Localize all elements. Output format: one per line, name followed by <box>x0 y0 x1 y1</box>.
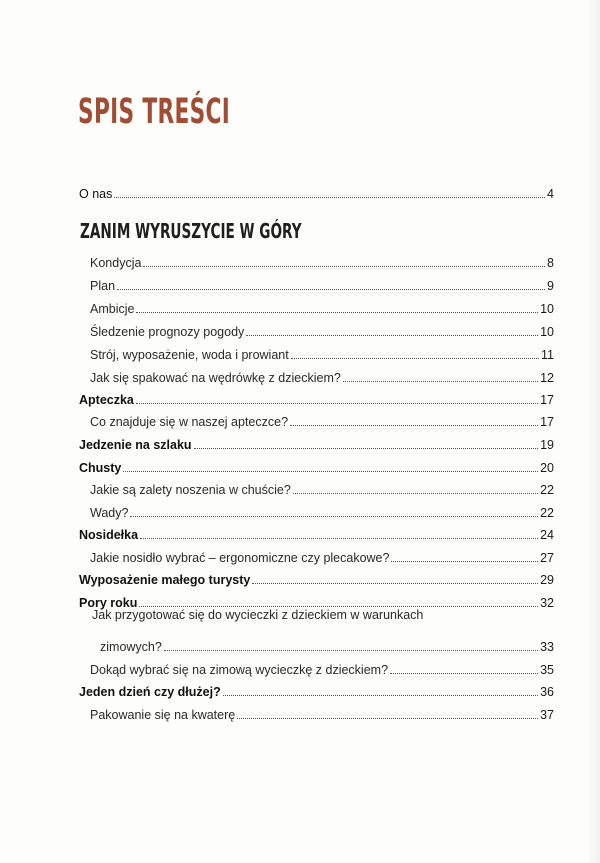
page-title: SPIS TREŚCI <box>78 92 231 132</box>
toc-entry-label: Plan <box>90 279 116 293</box>
toc-entry[interactable] <box>0 656 600 678</box>
toc-entry-label-line1: Jak przygotować się do wycieczki z dzieckiem w warunkach <box>92 608 424 622</box>
toc-entry-page: 32 <box>540 596 554 610</box>
leader-dots <box>343 380 538 382</box>
leader-dots <box>252 582 538 584</box>
section-heading: ZANIM WYRUSZYCIE W GÓRY <box>80 219 302 243</box>
toc-entry-page: 12 <box>540 371 554 385</box>
leader-dots <box>140 537 538 539</box>
toc-entry[interactable] <box>0 476 600 498</box>
toc-entry[interactable] <box>0 364 600 386</box>
toc-entry-page: 37 <box>540 708 554 722</box>
leader-dots <box>293 492 538 494</box>
toc-entry-chapter[interactable] <box>0 566 600 588</box>
toc-entry-page: 17 <box>540 415 554 429</box>
toc-entry-label: Wady? <box>90 506 129 520</box>
toc-entry-label: Śledzenie prognozy pogody <box>90 325 245 339</box>
toc-entry-label: Apteczka <box>79 393 134 407</box>
toc-entry-page: 10 <box>540 325 554 339</box>
leader-dots <box>290 424 538 426</box>
toc-entry-label: Co znajduje się w naszej apteczce? <box>90 415 289 429</box>
toc-entry-label: Ambicje <box>90 302 135 316</box>
leader-dots <box>246 334 538 336</box>
toc-entry-label: Dokąd wybrać się na zimową wycieczkę z dzieckiem? <box>90 663 389 677</box>
toc-entry-label: Strój, wyposażenie, woda i prowiant <box>90 348 289 362</box>
toc-entry-page: 27 <box>540 551 554 565</box>
toc-entry-page: 10 <box>540 302 554 316</box>
toc-entry-page: 17 <box>540 393 554 407</box>
toc-entry-chapter[interactable] <box>0 678 600 700</box>
toc-entry-page: 22 <box>540 506 554 520</box>
toc-entry-chapter[interactable] <box>0 521 600 543</box>
toc-entry-page: 33 <box>540 640 554 654</box>
toc-entry-label: Jak się spakować na wędrówkę z dzieckiem? <box>90 371 341 385</box>
leader-dots <box>143 265 545 267</box>
leader-dots <box>194 447 539 449</box>
toc-entry[interactable] <box>0 249 600 271</box>
leader-dots <box>223 694 538 696</box>
toc-entry[interactable] <box>0 341 600 363</box>
toc-entry-label: Wyposażenie małego turysty <box>79 573 251 587</box>
leader-dots <box>237 717 538 719</box>
toc-entry[interactable] <box>0 295 600 317</box>
leader-dots <box>136 402 538 404</box>
toc-entry-page: 29 <box>540 573 554 587</box>
leader-dots <box>136 311 538 313</box>
toc-entry[interactable] <box>0 544 600 566</box>
leader-dots <box>114 196 545 198</box>
toc-entry-label: Pakowanie się na kwaterę <box>90 708 236 722</box>
toc-entry-label: Jakie nosidło wybrać – ergonomiczne czy plecakowe? <box>90 551 390 565</box>
toc-entry[interactable] <box>0 701 600 723</box>
toc-entry-page: 24 <box>540 528 554 542</box>
leader-dots <box>390 672 538 674</box>
toc-entry-label: Jeden dzień czy dłużej? <box>79 685 221 699</box>
toc-entry[interactable] <box>0 408 600 430</box>
toc-entry-chapter[interactable] <box>0 454 600 476</box>
toc-entry-label: Jakie są zalety noszenia w chuście? <box>90 483 291 497</box>
toc-entry-label: O nas <box>79 187 113 201</box>
toc-entry-label: Chusty <box>79 461 122 475</box>
toc-entry-label: Pory roku <box>79 596 138 610</box>
toc-entry-page: 22 <box>540 483 554 497</box>
toc-entry-page: 11 <box>541 348 554 362</box>
toc-entry-chapter[interactable] <box>0 386 600 408</box>
leader-dots <box>123 470 538 472</box>
toc-entry-page: 8 <box>547 256 554 270</box>
toc-entry-page: 20 <box>540 461 554 475</box>
toc-entry[interactable] <box>0 499 600 521</box>
leader-dots <box>130 515 538 517</box>
toc-entry-label: Jedzenie na szlaku <box>79 438 192 452</box>
toc-entry-label: Kondycja <box>90 256 142 270</box>
leader-dots <box>164 649 538 651</box>
toc-entry-page: 36 <box>540 685 554 699</box>
toc-entry-page: 4 <box>547 187 554 201</box>
toc-entry-o-nas[interactable] <box>0 180 600 202</box>
toc-entry-page: 19 <box>540 438 554 452</box>
toc-entry[interactable] <box>0 318 600 340</box>
leader-dots <box>291 357 539 359</box>
leader-dots <box>117 288 545 290</box>
leader-dots <box>391 560 538 562</box>
toc-entry-label: Nosidełka <box>79 528 139 542</box>
toc-entry-label: zimowych? <box>100 640 162 654</box>
toc-entry[interactable] <box>0 633 600 655</box>
toc-entry[interactable] <box>0 272 600 294</box>
leader-dots <box>139 605 538 607</box>
toc-entry-chapter[interactable] <box>0 431 600 453</box>
toc-entry-page: 35 <box>540 663 554 677</box>
toc-entry-page: 9 <box>547 279 554 293</box>
